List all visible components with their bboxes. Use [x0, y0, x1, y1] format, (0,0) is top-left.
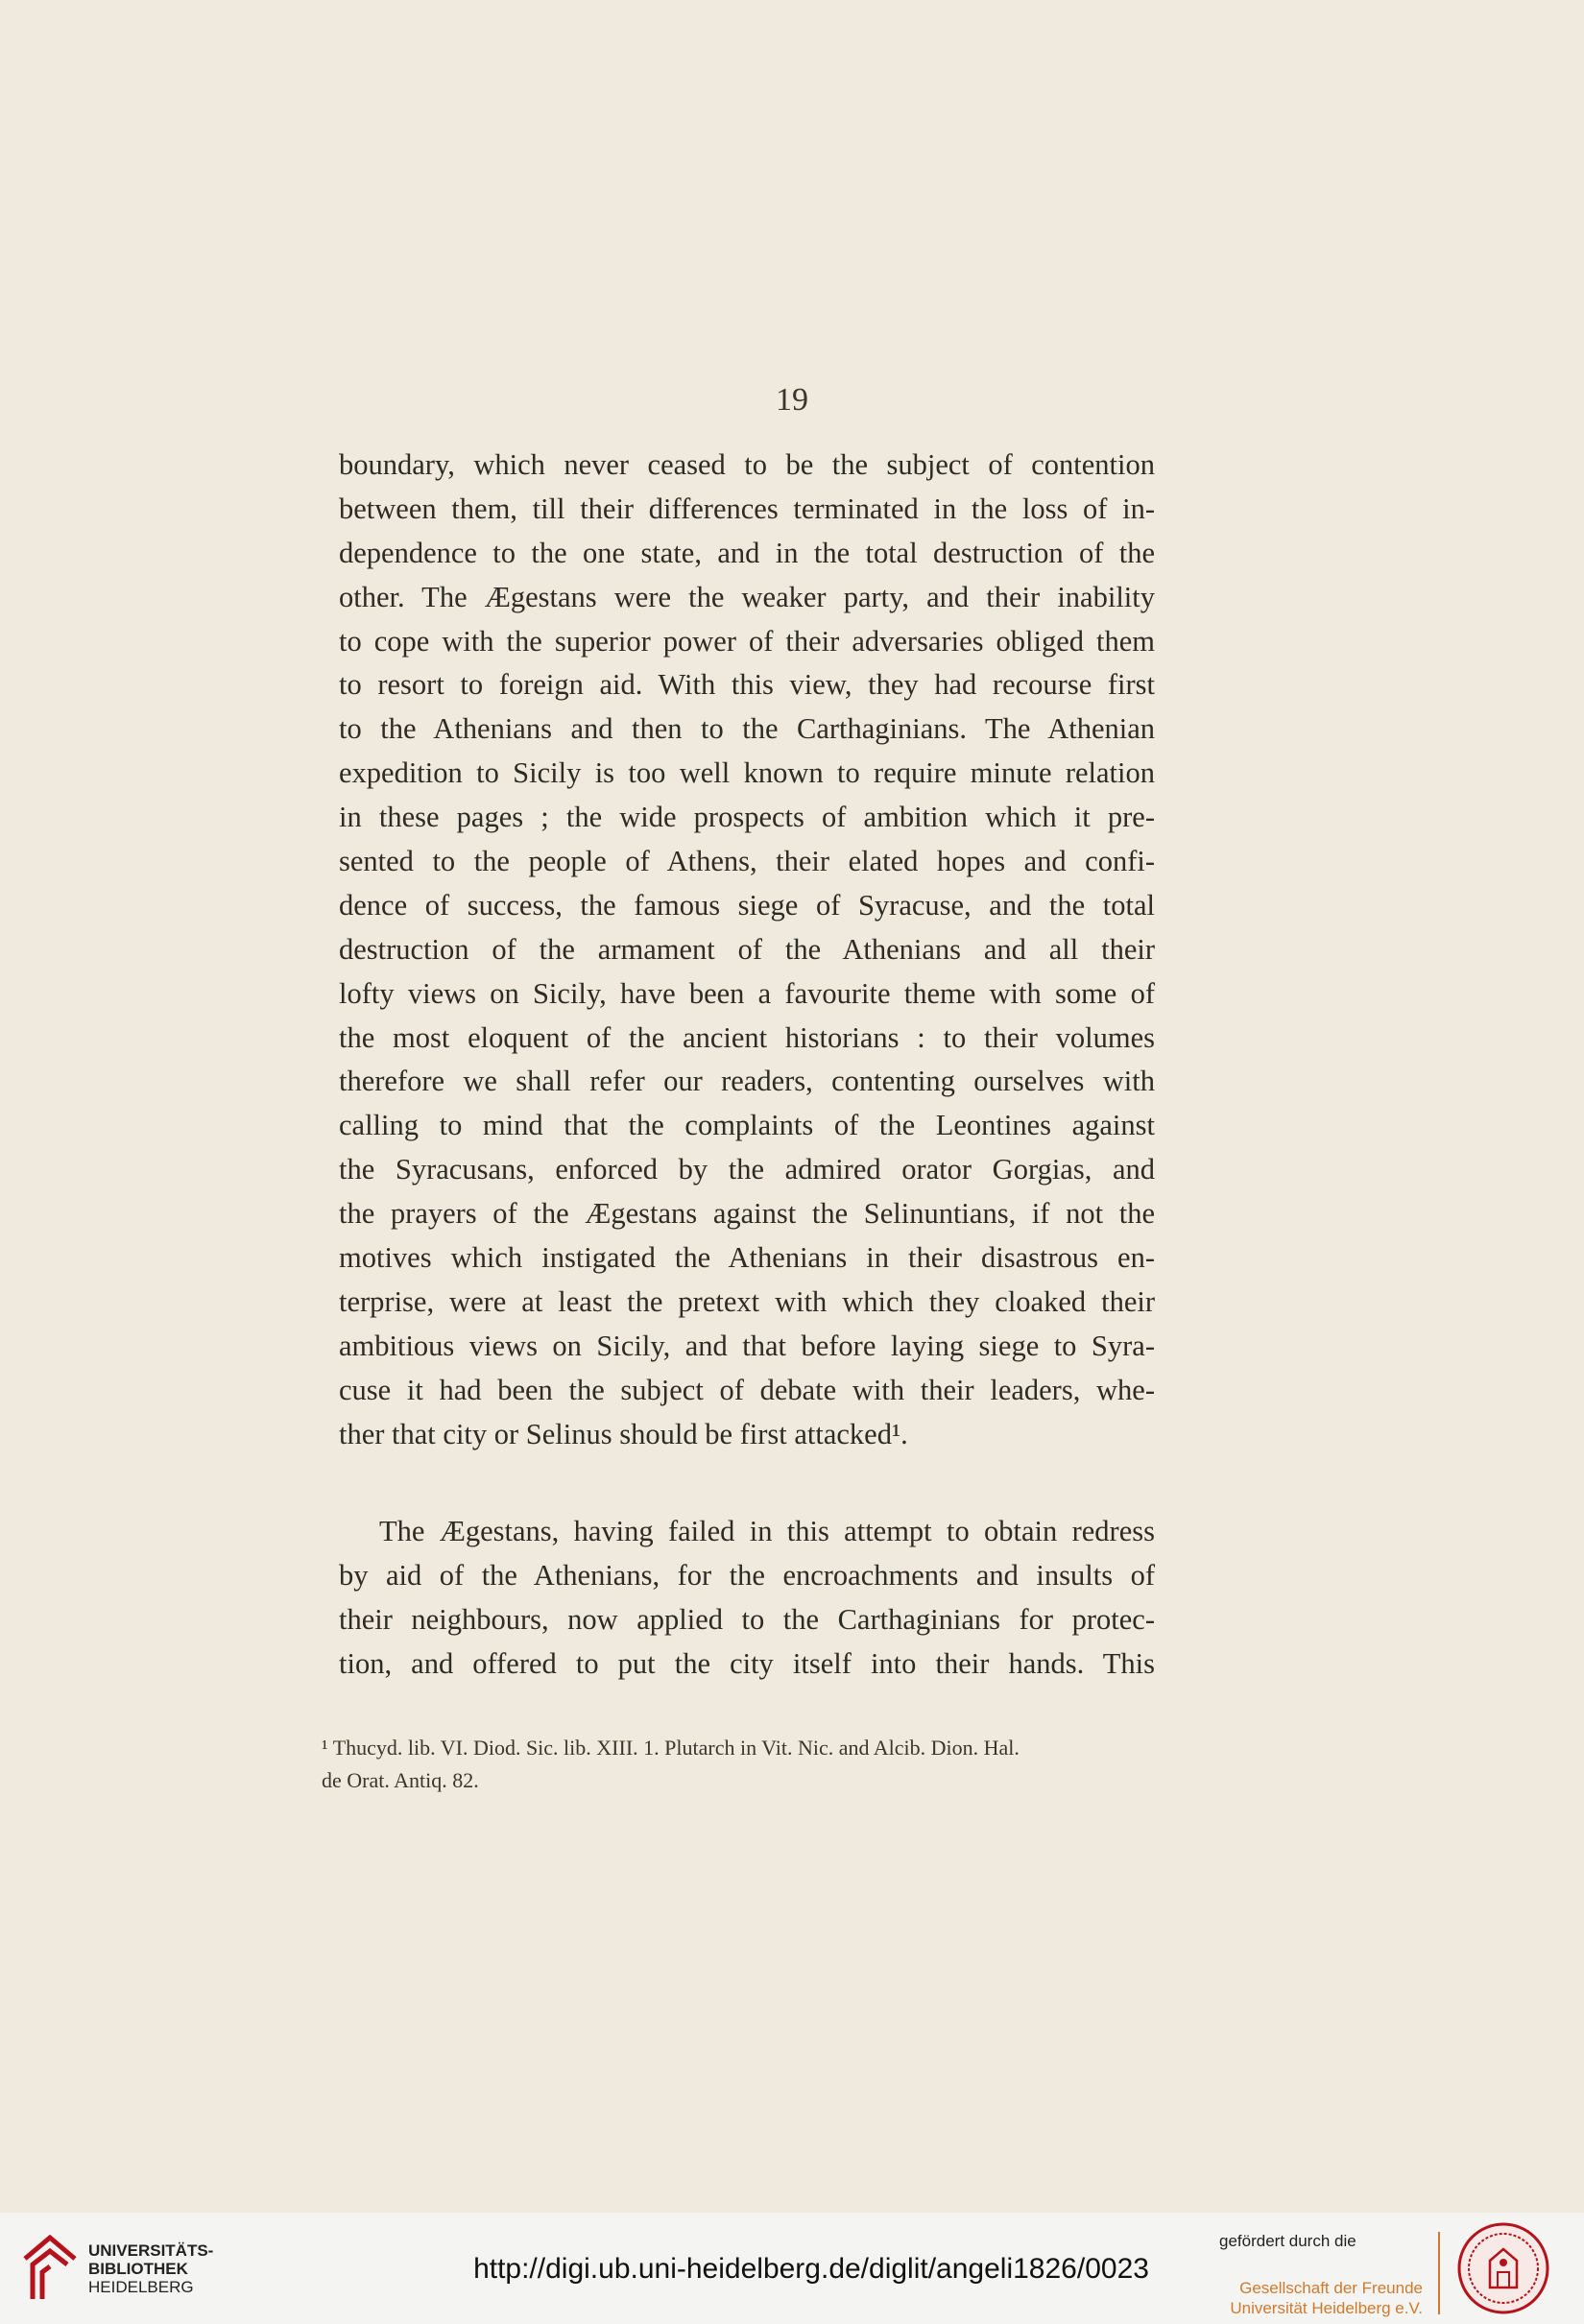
- text-line: in these pages ; the wide prospects of ambition which it pre-: [339, 801, 1155, 834]
- text-line: expedition to Sicily is too well known to require minute relation: [339, 756, 1155, 790]
- footnote-line: de Orat. Antiq. 82.: [322, 1768, 479, 1792]
- society-name[interactable]: [1229, 2278, 1423, 2318]
- text-line: destruction of the armament of the Athenians and all their: [339, 932, 1155, 966]
- text-line: dence of success, the famous siege of Syracuse, and the total: [339, 888, 1155, 922]
- footnotes: [322, 1732, 1157, 1797]
- society-line: Universität Heidelberg e.V.: [1230, 2299, 1423, 2317]
- text-line: calling to mind that the complaints of the Leontines against: [339, 1109, 1155, 1142]
- text-line: dependence to the one state, and in the total destruction of the: [339, 536, 1155, 569]
- society-line: Gesellschaft der Freunde: [1239, 2279, 1423, 2297]
- footnote-line: ¹ Thucyd. lib. VI. Diod. Sic. lib. XIII. 1. Plutarch in Vit. Nic. and Alcib. Dion. Hal.: [322, 1736, 1020, 1760]
- text-line: The Ægestans, having failed in this attempt to obtain redress: [379, 1515, 1155, 1548]
- text-line: cuse it had been the subject of debate with their leaders, whe-: [339, 1373, 1155, 1406]
- text-line: therefore we shall refer our readers, contenting ourselves with: [339, 1065, 1155, 1098]
- library-line: UNIVERSITÄTS-: [88, 2241, 214, 2260]
- text-line: the Syracusans, enforced by the admired orator Gorgias, and: [339, 1153, 1155, 1186]
- text-line: to the Athenians and then to the Carthaginians. The Athenian: [339, 712, 1155, 746]
- digitization-footer: [0, 2213, 1584, 2324]
- paragraph-1: [339, 443, 1155, 1456]
- text-line: ther that city or Selinus should be first attacked¹.: [339, 1417, 908, 1450]
- library-line: HEIDELBERG: [88, 2278, 194, 2296]
- text-line: tion, and offered to put the city itself into their hands. This: [339, 1647, 1155, 1681]
- library-line: BIBLIOTHEK: [88, 2260, 188, 2278]
- text-line: the prayers of the Ægestans against the Selinuntians, if not the: [339, 1197, 1155, 1231]
- footer-divider: [1438, 2232, 1440, 2314]
- paragraph-2-cont: [339, 1554, 1155, 1687]
- permalink-url[interactable]: http://digi.ub.uni-heidelberg.de/diglit/angeli1826/0023: [473, 2253, 1149, 2285]
- page-number: 19: [776, 382, 808, 418]
- paragraph-2: [339, 1510, 1155, 1554]
- text-line: ambitious views on Sicily, and that before laying siege to Syra-: [339, 1329, 1155, 1362]
- text-line: lofty views on Sicily, have been a favourite theme with some of: [339, 976, 1155, 1010]
- text-line: sented to the people of Athens, their elated hopes and confi-: [339, 845, 1155, 878]
- text-line: terprise, were at least the pretext with which they cloaked their: [339, 1284, 1155, 1318]
- funded-by-label: gefördert durch die: [1219, 2232, 1356, 2250]
- text-line: to cope with the superior power of their adversaries obliged them: [339, 624, 1155, 658]
- text-line: to resort to foreign aid. With this view, they had recourse first: [339, 668, 1155, 702]
- text-line: boundary, which never ceased to be the subject of contention: [339, 448, 1155, 481]
- text-line: other. The Ægestans were the weaker party, and their inability: [339, 580, 1155, 613]
- body-text: [339, 443, 1155, 1687]
- text-line: motives which instigated the Athenians in their disastrous en-: [339, 1241, 1155, 1275]
- university-seal-icon[interactable]: [1455, 2220, 1551, 2316]
- paragraph-gap: [339, 1456, 1155, 1510]
- text-line: their neighbours, now applied to the Carthaginians for protec-: [339, 1603, 1155, 1637]
- text-line: the most eloquent of the ancient historians : to their volumes: [339, 1020, 1155, 1054]
- text-line: between them, till their differences terminated in the loss of in-: [339, 491, 1155, 525]
- text-line: by aid of the Athenians, for the encroachments and insults of: [339, 1559, 1155, 1593]
